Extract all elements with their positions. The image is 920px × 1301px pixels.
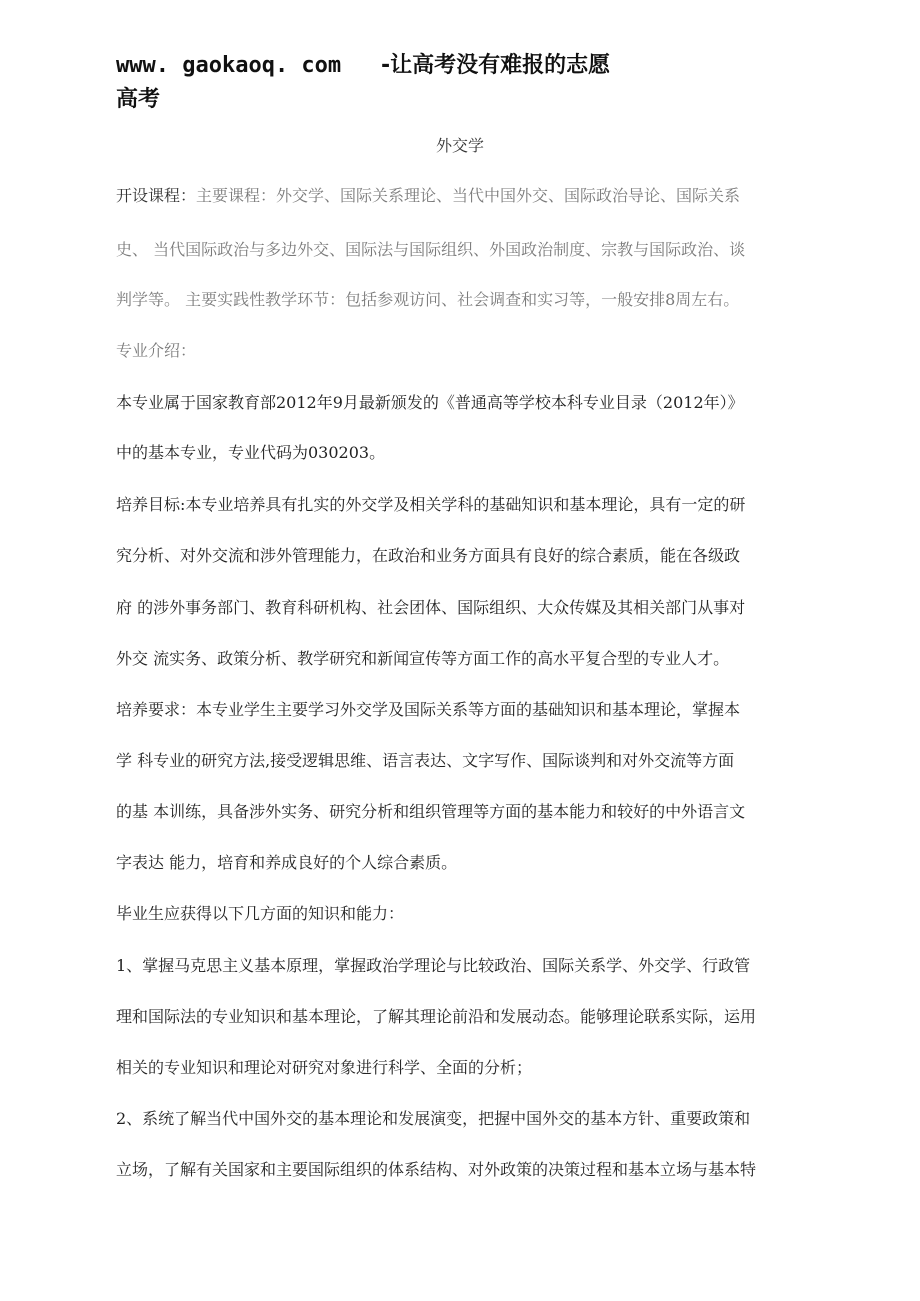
- header-banner: [116, 48, 610, 79]
- intro-line-1: 本专业属于国家教育部2012年9月最新颁发的《普通高等学校本科专业目录（2012年）》: [116, 393, 744, 412]
- courses-text-1: 主要课程：外交学、国际关系理论、当代中国外交、国际政治导论、国际关系: [196, 186, 741, 205]
- requirement-line-4: 字表达 能力，培育和养成良好的个人综合素质。: [116, 853, 458, 872]
- site-slogan: -让高考没有难报的志愿: [381, 53, 611, 78]
- header-subtitle: 高考: [116, 87, 161, 112]
- requirement-line-2: 学 科专业的研究方法,接受逻辑思维、语言表达、文字写作、国际谈判和对外交流等方面: [116, 751, 735, 770]
- abilities-line-1: 1、掌握马克思主义基本原理，掌握政治学理论与比较政治、国际关系学、外交学、行政管: [116, 956, 751, 975]
- intro-label: 专业介绍：: [116, 341, 197, 360]
- requirement-line-3: 的基 本训练，具备涉外实务、研究分析和组织管理等方面的基本能力和较好的中外语言文: [116, 802, 746, 821]
- abilities-line-2: 理和国际法的专业知识和基本理论，了解其理论前沿和发展动态。能够理论联系实际，运用: [116, 1007, 757, 1026]
- intro-line-2: 中的基本专业，专业代码为030203。: [116, 443, 386, 462]
- page-title: 外交学: [435, 136, 484, 155]
- abilities-line-4: 2、系统了解当代中国外交的基本理论和发展演变，把握中国外交的基本方针、重要政策和: [116, 1109, 751, 1128]
- site-url[interactable]: www. gaokaoq. com: [116, 53, 342, 78]
- goal-line-1: 培养目标:本专业培养具有扎实的外交学及相关学科的基础知识和基本理论，具有一定的研: [116, 495, 746, 514]
- courses-line-2: 史、 当代国际政治与多边外交、国际法与国际组织、外国政治制度、宗教与国际政治、谈: [116, 240, 746, 259]
- requirement-line-1: 培养要求：本专业学生主要学习外交学及国际关系等方面的基础知识和基本理论，掌握本: [116, 700, 741, 719]
- courses-line-1: [116, 186, 740, 206]
- abilities-line-5: 立场，了解有关国家和主要国际组织的体系结构、对外政策的决策过程和基本立场与基本特: [116, 1160, 757, 1179]
- abilities-line-3: 相关的专业知识和理论对研究对象进行科学、全面的分析；: [116, 1058, 533, 1077]
- abilities-heading: 毕业生应获得以下几方面的知识和能力：: [116, 904, 405, 923]
- goal-line-2: 究分析、对外交流和涉外管理能力，在政治和业务方面具有良好的综合素质，能在各级政: [116, 546, 741, 565]
- goal-line-4: 外交 流实务、政策分析、教学研究和新闻宣传等方面工作的高水平复合型的专业人才。: [116, 649, 730, 668]
- courses-line-3: 判学等。 主要实践性教学环节：包括参观访问、社会调查和实习等，一般安排8周左右。: [116, 290, 740, 309]
- courses-label: 开设课程：: [116, 186, 197, 205]
- goal-line-3: 府 的涉外事务部门、教育科研机构、社会团体、国际组织、大众传媒及其相关部门从事对: [116, 598, 746, 617]
